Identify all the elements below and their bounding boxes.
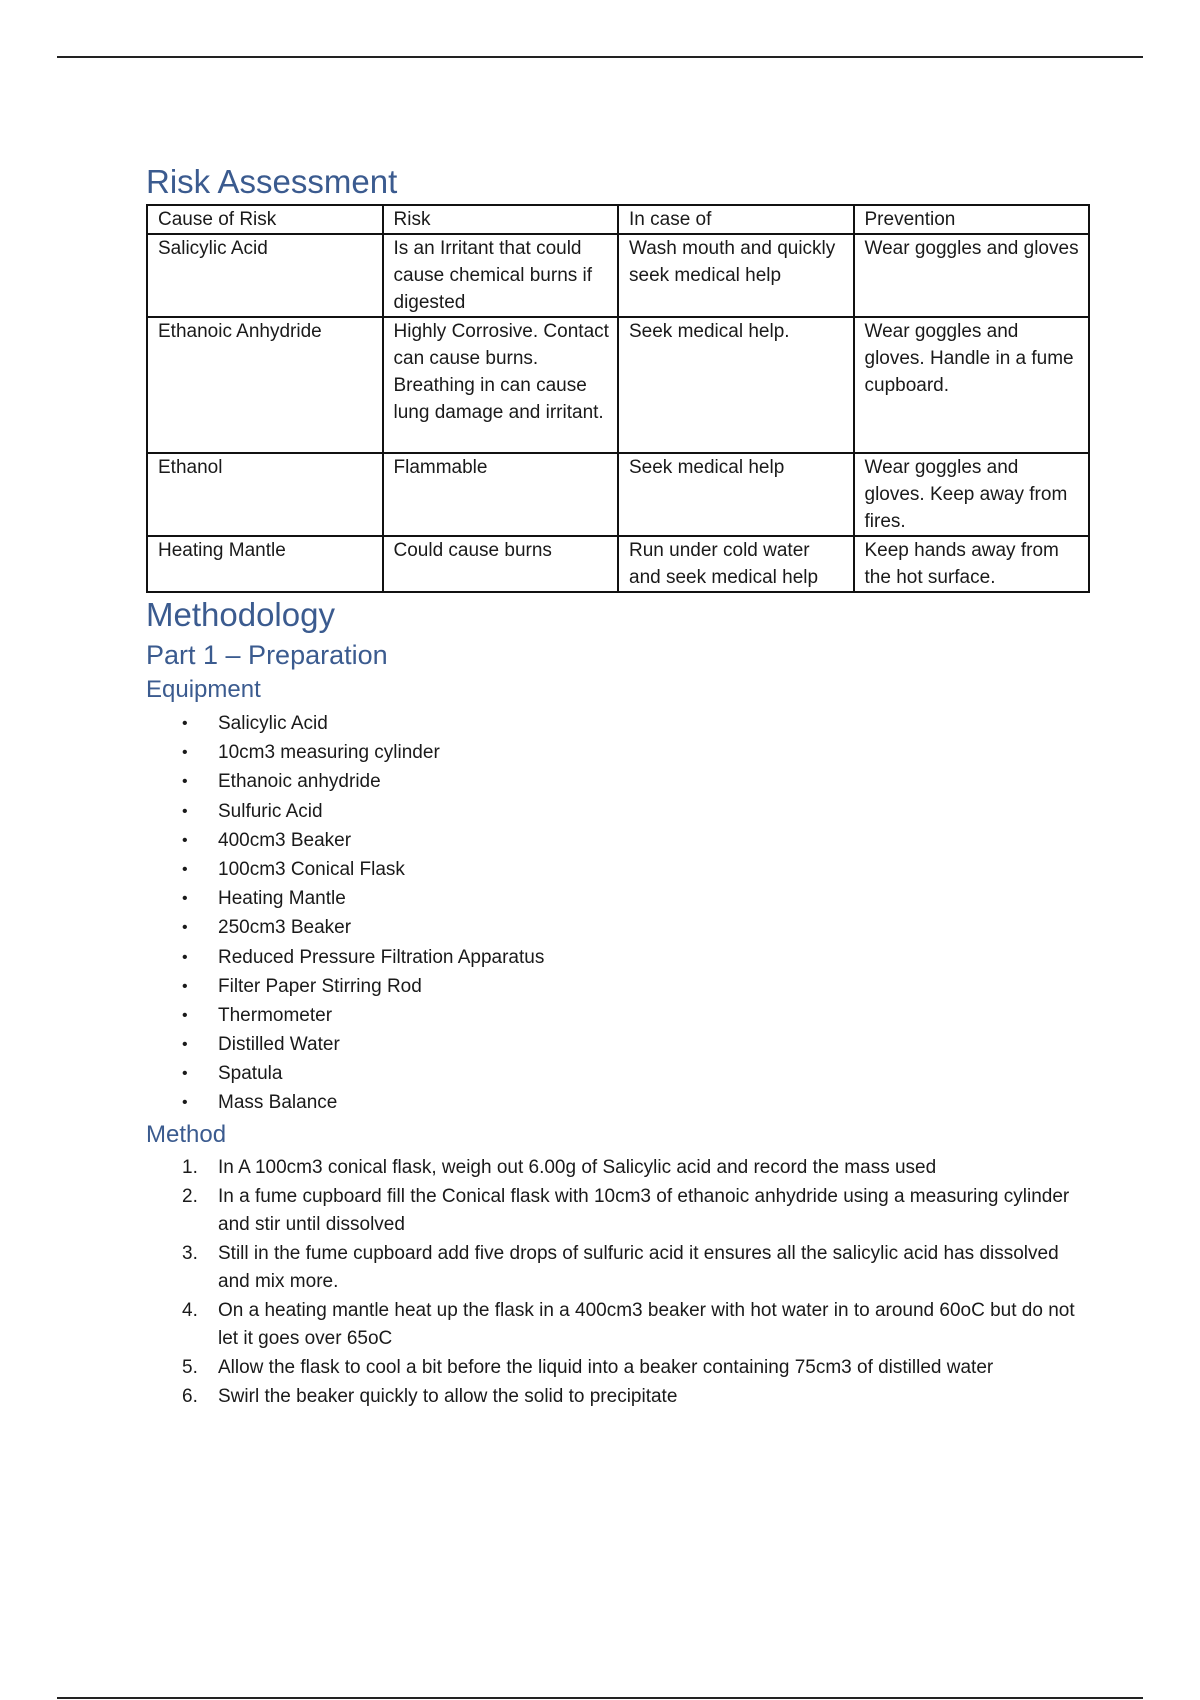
method-step	[146, 1240, 1090, 1296]
method-step	[146, 1354, 1090, 1382]
bullet-icon: •	[182, 977, 188, 995]
method-steps	[146, 1154, 1090, 1411]
list-item	[146, 972, 1090, 1001]
cell-cause: Ethanol	[147, 453, 383, 536]
bullet-icon: •	[182, 744, 188, 762]
list-item	[146, 738, 1090, 767]
header-in-case-of: In case of	[618, 205, 854, 234]
risk-assessment-heading: Risk Assessment	[146, 163, 398, 200]
method-step	[146, 1183, 1090, 1239]
list-item	[146, 884, 1090, 913]
bullet-icon: •	[182, 1006, 188, 1024]
list-item-text: Thermometer	[218, 1004, 333, 1026]
list-item-text: Distilled Water	[218, 1034, 340, 1056]
list-item	[146, 797, 1090, 826]
list-item-text: Heating Mantle	[218, 888, 346, 910]
method-step	[146, 1154, 1090, 1182]
list-item	[146, 826, 1090, 855]
bullet-icon: •	[182, 1036, 188, 1054]
step-text: Still in the fume cupboard add five drops of sulfuric acid it ensures all the salicylic acid has dissolved and mix more.	[218, 1242, 1059, 1292]
list-item	[146, 1059, 1090, 1088]
bullet-icon: •	[182, 715, 188, 732]
list-item-text: Ethanoic anhydride	[218, 771, 381, 793]
equipment-heading: Equipment	[146, 676, 261, 703]
bullet-icon: •	[182, 919, 188, 937]
header-risk: Risk	[383, 205, 619, 234]
list-item	[146, 709, 1090, 738]
cell-prevention: Wear goggles and gloves. Handle in a fume cupboard.	[854, 317, 1090, 453]
method-step	[146, 1383, 1090, 1411]
bullet-icon: •	[182, 890, 188, 908]
list-item-text: 100cm3 Conical Flask	[218, 858, 405, 880]
list-item-text: Mass Balance	[218, 1092, 338, 1114]
header-prevention: Prevention	[854, 205, 1090, 234]
cell-prevention: Wear goggles and gloves. Keep away from fires.	[854, 453, 1090, 536]
part-heading: Part 1 – Preparation	[146, 640, 388, 670]
cell-in-case-of: Seek medical help.	[618, 317, 854, 453]
bullet-icon: •	[182, 860, 188, 878]
list-item	[146, 1088, 1090, 1117]
header-rule	[57, 56, 1143, 58]
step-text: In A 100cm3 conical flask, weigh out 6.00g of Salicylic acid and record the mass used	[218, 1156, 937, 1178]
step-number: 6.	[182, 1385, 198, 1407]
list-item-text: 10cm3 measuring cylinder	[218, 742, 440, 764]
list-item	[146, 767, 1090, 796]
step-number: 3.	[182, 1242, 198, 1264]
list-item-text: Reduced Pressure Filtration Apparatus	[218, 946, 545, 968]
step-number: 2.	[182, 1185, 198, 1207]
table-header-row	[147, 205, 1089, 234]
cell-risk: Is an Irritant that could cause chemical burns if digested	[383, 234, 619, 317]
step-number: 5.	[182, 1356, 198, 1378]
footer-rule	[57, 1697, 1143, 1699]
cell-in-case-of: Seek medical help	[618, 453, 854, 536]
cell-prevention: Wear goggles and gloves	[854, 234, 1090, 317]
cell-in-case-of: Run under cold water and seek medical help	[618, 536, 854, 592]
list-item	[146, 855, 1090, 884]
cell-cause: Salicylic Acid	[147, 234, 383, 317]
list-item	[146, 1001, 1090, 1030]
bullet-icon: •	[182, 773, 188, 791]
step-text: Allow the flask to cool a bit before the liquid into a beaker containing 75cm3 of distilled water	[218, 1356, 994, 1378]
step-text: In a fume cupboard fill the Conical flask with 10cm3 of ethanoic anhydride using a measuring cylinder and stir until dissolved	[218, 1185, 1070, 1235]
list-item	[146, 1030, 1090, 1059]
list-item	[146, 943, 1090, 972]
list-item-text: 250cm3 Beaker	[218, 917, 352, 939]
list-item-text: Filter Paper Stirring Rod	[218, 975, 422, 997]
table-row	[147, 317, 1089, 453]
cell-in-case-of: Wash mouth and quickly seek medical help	[618, 234, 854, 317]
risk-table	[146, 204, 1090, 593]
table-row	[147, 234, 1089, 317]
list-item	[146, 913, 1090, 942]
document-body	[146, 160, 1090, 1412]
method-heading: Method	[146, 1120, 227, 1148]
step-number: 4.	[182, 1299, 198, 1321]
equipment-list	[146, 709, 1090, 1118]
bullet-icon: •	[182, 831, 188, 849]
step-text: On a heating mantle heat up the flask in a 400cm3 beaker with hot water in to around 60oC but do not let it goes over 65oC	[218, 1299, 1075, 1349]
methodology-heading: Methodology	[146, 596, 335, 633]
cell-cause: Heating Mantle	[147, 536, 383, 592]
table-row	[147, 453, 1089, 536]
cell-cause: Ethanoic Anhydride	[147, 317, 383, 453]
step-text: Swirl the beaker quickly to allow the solid to precipitate	[218, 1385, 678, 1407]
cell-risk: Highly Corrosive. Contact can cause burns. Breathing in can cause lung damage and irritant.	[383, 317, 619, 453]
list-item-text: 400cm3 Beaker	[218, 829, 352, 851]
cell-prevention: Keep hands away from the hot surface.	[854, 536, 1090, 592]
step-number: 1.	[182, 1156, 198, 1178]
bullet-icon: •	[182, 1065, 188, 1083]
list-item-text: Salicylic Acid	[218, 713, 328, 734]
list-item-text: Sulfuric Acid	[218, 800, 323, 822]
table-row	[147, 536, 1089, 592]
bullet-icon: •	[182, 802, 188, 820]
method-step	[146, 1297, 1090, 1353]
list-item-text: Spatula	[218, 1063, 283, 1085]
bullet-icon: •	[182, 948, 188, 966]
bullet-icon: •	[182, 1094, 188, 1112]
cell-risk: Flammable	[383, 453, 619, 536]
cell-risk: Could cause burns	[383, 536, 619, 592]
header-cause: Cause of Risk	[147, 205, 383, 234]
